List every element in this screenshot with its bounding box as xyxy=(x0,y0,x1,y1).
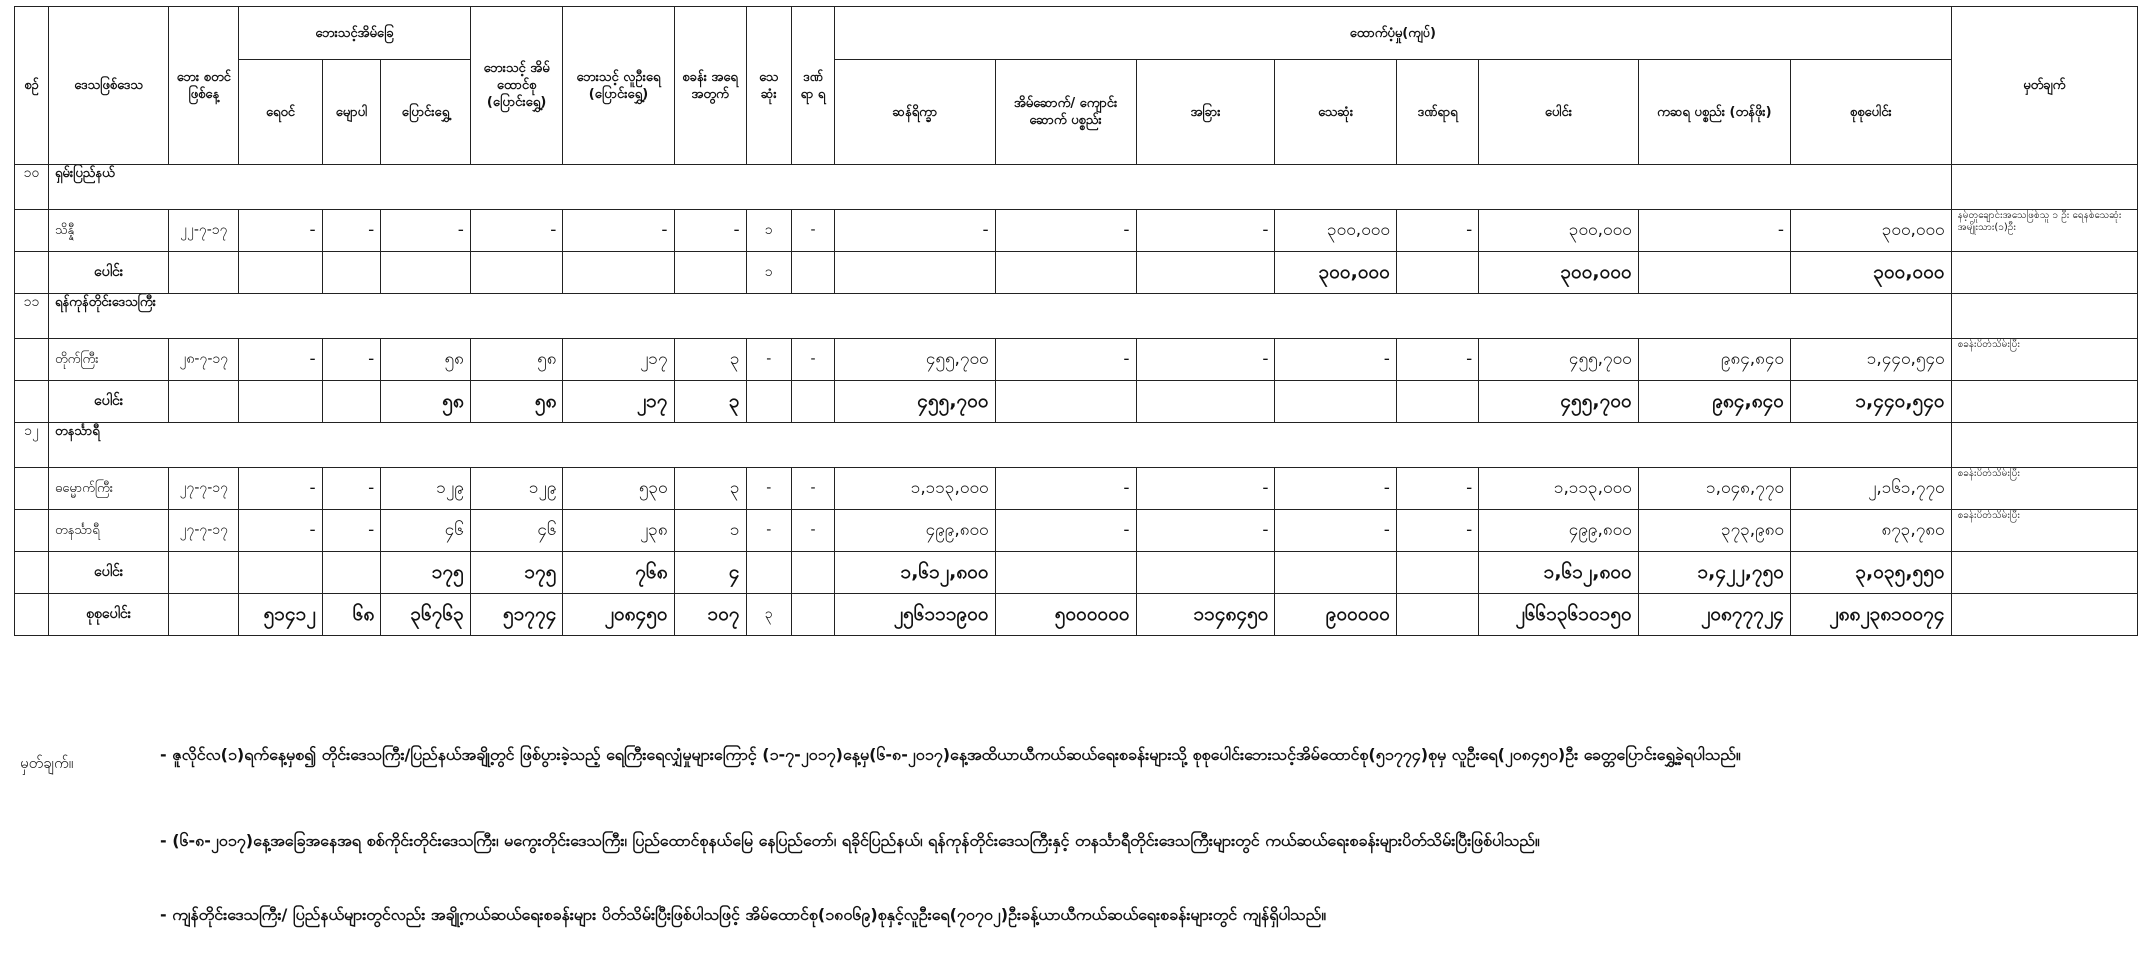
note-item: - ဇူလိုင်လ(၁)ရက်နေ့မှစ၍ တိုင်းဒေသကြီး/ပြည်နယ်အချို့တွင် ဖြစ်ပွားခဲ့သည့် ရေကြီးရေလျှံမှုများကြောင့် (၁-၇-၂၀၁၇)နေ့မှ(၆-၈-၂၀၁၇)နေ့အထိယာယီကယ်ဆယ်ရေးစခန်းများသို့ စုစုပေါင်းဘေးသင့်အိမ်ထောင်စု(၅၁၇၇၄)စုမှ လူဦးရေ(၂၀၈၄၅၀)ဦး ခေတ္တပြောင်းရွှေ့ခဲ့ရပါသည်။ xyxy=(160,745,1741,764)
value-cell-c7: - xyxy=(746,510,791,552)
value-cell-c1: - xyxy=(239,468,322,510)
value-cell-c4: ၄၆ xyxy=(470,510,563,552)
township-name: ဓမ္မောက်ကြီး xyxy=(48,468,168,510)
remark-cell: စခန်းပိတ်သိမ်းပြီး xyxy=(1951,339,2137,381)
value-cell-c6: ၁ xyxy=(674,510,746,552)
value-cell-a8: ၂,၁၆၁,၇၇၀ xyxy=(1791,468,1952,510)
subtotal-cell-c1 xyxy=(239,252,322,294)
note-item: - (၆-၈-၂၀၁၇)နေ့အခြေအနေအရ စစ်ကိုင်းတိုင်းဒေသကြီး၊ မကွေးတိုင်းဒေသကြီး၊ ပြည်ထောင်စုနယ်မြေ နေပြည်တော်၊ ရခိုင်ပြည်နယ်၊ ရန်ကုန်တိုင်းဒေသကြီးနှင့် တနင်္သာရီတိုင်းဒေသကြီးများတွင် ကယ်ဆယ်ရေးစခန်းများပိတ်သိမ်းပြီးဖြစ်ပါသည်။ xyxy=(160,831,1540,850)
subtotal-cell-a3 xyxy=(1136,252,1275,294)
subtotal-cell-c8 xyxy=(791,552,834,594)
value-cell-c5: ၂၃၈ xyxy=(563,510,674,552)
value-cell-c6: ၃ xyxy=(674,339,746,381)
date-cell xyxy=(169,594,239,636)
col-aid-inkind: ကဆရ ပစ္စည်း (တန်ဖိုး) xyxy=(1638,60,1790,165)
subtotal-cell-a8: ၁,၄၄၀,၅၄၀ xyxy=(1791,381,1952,423)
subtotal-row xyxy=(15,252,2138,294)
grand-total-label: စုစုပေါင်း xyxy=(48,594,168,636)
value-cell-a8: ၃၀၀,၀၀၀ xyxy=(1791,210,1952,252)
table-header xyxy=(15,7,2138,165)
value-cell-a6: ၃၀၀,၀၀၀ xyxy=(1479,210,1639,252)
table-row xyxy=(15,468,2138,510)
remark-cell: စခန်းပိတ်သိမ်းပြီး xyxy=(1951,468,2137,510)
value-cell-c4: ၁၂၉ xyxy=(470,468,563,510)
grand-total-cell-c3: ၃၆၇၆၃ xyxy=(381,594,471,636)
value-cell-a6: ၄၅၅,၇၀၀ xyxy=(1479,339,1639,381)
grand-total-cell-c4: ၅၁၇၇၄ xyxy=(470,594,563,636)
subtotal-cell-c4: ၁၇၅ xyxy=(470,552,563,594)
value-cell-a4: - xyxy=(1275,339,1396,381)
township-name: တနင်္သာရီ xyxy=(48,510,168,552)
value-cell-c1: - xyxy=(239,339,322,381)
value-cell-a2: - xyxy=(995,510,1136,552)
grand-total-cell-a4: ၉၀၀၀၀၀ xyxy=(1275,594,1396,636)
region-number: ၁၁ xyxy=(15,294,49,339)
township-name: တိုက်ကြီး xyxy=(48,339,168,381)
township-name: သိန္နီ xyxy=(48,210,168,252)
value-cell-a3: - xyxy=(1136,339,1275,381)
subtotal-cell-a1: ၁,၆၁၂,၈၀၀ xyxy=(835,552,996,594)
subtotal-cell-a4: ၃၀၀,၀၀၀ xyxy=(1275,252,1396,294)
col-aid-shelter: အိမ်ဆောက်/ ကျောင်းဆောက် ပစ္စည်း xyxy=(995,60,1136,165)
remark-cell: နမ့်တူချောင်းအသေဖြစ်သူ ၁ ဦး ရေနစ်သေဆုံး အမျိုးသား(၁)ဦး xyxy=(1951,210,2137,252)
value-cell-a8: ၈၇၃,၇၈၀ xyxy=(1791,510,1952,552)
region-name: ရန်ကုန်တိုင်းဒေသကြီး xyxy=(48,294,1951,339)
value-cell-c5: ၅၃၀ xyxy=(563,468,674,510)
value-cell-a7: ၉၈၄,၈၄၀ xyxy=(1638,339,1790,381)
subtotal-cell-c3: ၅၈ xyxy=(381,381,471,423)
subtotal-cell-a4 xyxy=(1275,552,1396,594)
value-cell-a5: - xyxy=(1396,210,1478,252)
value-cell-c5: ၂၁၇ xyxy=(563,339,674,381)
value-cell-a1: ၁,၁၁၃,၀၀၀ xyxy=(835,468,996,510)
col-aid-food: ဆန်ရိက္ခာ xyxy=(835,60,996,165)
col-group-aid: ထောက်ပံ့မှု(ကျပ်) xyxy=(835,7,1952,60)
value-cell-c3: ၁၂၉ xyxy=(381,468,471,510)
col-households: ဘေးသင့် အိမ် ထောင်စု (ပြောင်းရွှေ့) xyxy=(470,7,563,165)
value-cell-a7: ၁,၀၄၈,၇၇၀ xyxy=(1638,468,1790,510)
subtotal-cell-a8: ၃,၀၃၅,၅၅၀ xyxy=(1791,552,1952,594)
value-cell-c6: - xyxy=(674,210,746,252)
value-cell-c3: ၄၆ xyxy=(381,510,471,552)
value-cell-c7: - xyxy=(746,339,791,381)
value-cell-a6: ၁,၁၁၃,၀၀၀ xyxy=(1479,468,1639,510)
date-cell xyxy=(169,252,239,294)
relief-report-table xyxy=(14,6,2138,636)
subtotal-cell-a6: ၁,၆၁၂,၈၀၀ xyxy=(1479,552,1639,594)
value-cell-c2: - xyxy=(322,339,381,381)
col-remarks: မှတ်ချက် xyxy=(1951,7,2137,165)
subtotal-cell-c2 xyxy=(322,252,381,294)
subtotal-cell-c7 xyxy=(746,552,791,594)
value-cell-a5: - xyxy=(1396,468,1478,510)
region-name: တနင်္သာရီ xyxy=(48,423,1951,468)
value-cell-c3: - xyxy=(381,210,471,252)
date-cell: ၂၈-၇-၁၇ xyxy=(169,339,239,381)
subtotal-cell-c3: ၁၇၅ xyxy=(381,552,471,594)
value-cell-a8: ၁,၄၄၀,၅၄၀ xyxy=(1791,339,1952,381)
subtotal-cell-a5 xyxy=(1396,552,1478,594)
value-cell-a4: - xyxy=(1275,510,1396,552)
grand-total-cell-c5: ၂၀၈၄၅၀ xyxy=(563,594,674,636)
subtotal-cell-c1 xyxy=(239,381,322,423)
col-aid-injury: ဒဏ်ရာရ xyxy=(1396,60,1478,165)
value-cell-a4: ၃၀၀,၀၀၀ xyxy=(1275,210,1396,252)
grand-total-row xyxy=(15,594,2138,636)
value-cell-c8: - xyxy=(791,339,834,381)
row-number xyxy=(15,468,49,510)
subtotal-cell-a3 xyxy=(1136,552,1275,594)
value-cell-c2: - xyxy=(322,210,381,252)
value-cell-c1: - xyxy=(239,210,322,252)
subtotal-cell-c3 xyxy=(381,252,471,294)
subtotal-cell-a1 xyxy=(835,252,996,294)
subtotal-cell-a2 xyxy=(995,252,1136,294)
subtotal-cell-a6: ၃၀၀,၀၀၀ xyxy=(1479,252,1639,294)
col-destroyed: မျောပါ xyxy=(322,60,381,165)
value-cell-c7: - xyxy=(746,468,791,510)
notes-label: မှတ်ချက်။ xyxy=(20,754,74,772)
col-camps: စခန်း အရေ အတွက် xyxy=(674,7,746,165)
value-cell-c5: - xyxy=(563,210,674,252)
date-cell xyxy=(169,381,239,423)
value-cell-a3: - xyxy=(1136,468,1275,510)
col-moved: ပြောင်းရွှေ့ xyxy=(381,60,471,165)
col-injured: ဒဏ် ရာ ရ xyxy=(791,7,834,165)
subtotal-cell-a8: ၃၀၀,၀၀၀ xyxy=(1791,252,1952,294)
remark-cell xyxy=(1951,252,2137,294)
subtotal-cell-c5: ၇၆၈ xyxy=(563,552,674,594)
date-cell: ၂၇-၇-၁၇ xyxy=(169,510,239,552)
grand-total-cell-a6: ၂၆၆၁၃၆၁၀၁၅၀ xyxy=(1479,594,1639,636)
grand-total-cell-a5 xyxy=(1396,594,1478,636)
value-cell-a6: ၄၉၉,၈၀၀ xyxy=(1479,510,1639,552)
remark-cell xyxy=(1951,165,2137,210)
col-deaths: သေ ဆုံး xyxy=(746,7,791,165)
subtotal-cell-c7: ၁ xyxy=(746,252,791,294)
subtotal-cell-c5: ၂၁၇ xyxy=(563,381,674,423)
row-number xyxy=(15,210,49,252)
row-number xyxy=(15,381,49,423)
row-number xyxy=(15,339,49,381)
subtotal-label: ပေါင်း xyxy=(48,552,168,594)
grand-total-cell-a2: ၅၀၀၀၀၀၀ xyxy=(995,594,1136,636)
col-region: ဒေသဖြစ်ဒေသ xyxy=(48,7,168,165)
grand-total-cell-a3: ၁၁၄၈၄၅၀ xyxy=(1136,594,1275,636)
region-number: ၁၂ xyxy=(15,423,49,468)
grand-total-cell-a1: ၂၅၆၁၁၁၉၀၀ xyxy=(835,594,996,636)
col-people: ဘေးသင့် လူဦးရေ (ပြောင်းရွှေ့) xyxy=(563,7,674,165)
value-cell-a7: - xyxy=(1638,210,1790,252)
subtotal-cell-a6: ၄၅၅,၇၀၀ xyxy=(1479,381,1639,423)
subtotal-cell-c1 xyxy=(239,552,322,594)
subtotal-label: ပေါင်း xyxy=(48,381,168,423)
value-cell-c7: ၁ xyxy=(746,210,791,252)
row-number xyxy=(15,594,49,636)
subtotal-cell-a5 xyxy=(1396,381,1478,423)
subtotal-cell-a4 xyxy=(1275,381,1396,423)
value-cell-a3: - xyxy=(1136,210,1275,252)
value-cell-a2: - xyxy=(995,210,1136,252)
subtotal-cell-c4: ၅၈ xyxy=(470,381,563,423)
row-number xyxy=(15,252,49,294)
grand-total-cell-c7: ၃ xyxy=(746,594,791,636)
subtotal-cell-c4 xyxy=(470,252,563,294)
subtotal-row xyxy=(15,381,2138,423)
row-number xyxy=(15,510,49,552)
value-cell-a2: - xyxy=(995,339,1136,381)
subtotal-cell-c2 xyxy=(322,381,381,423)
col-aid-death: သေဆုံး xyxy=(1275,60,1396,165)
col-group-houses: ဘေးသင့်အိမ်ခြေ xyxy=(239,7,471,60)
remark-cell: စခန်းပိတ်သိမ်းပြီး xyxy=(1951,510,2137,552)
value-cell-a5: - xyxy=(1396,510,1478,552)
value-cell-a1: - xyxy=(835,210,996,252)
value-cell-a1: ၄၉၉,၈၀၀ xyxy=(835,510,996,552)
subtotal-cell-a7: ၉၈၄,၈၄၀ xyxy=(1638,381,1790,423)
row-number xyxy=(15,552,49,594)
grand-total-cell-a7: ၂၀၈၇၇၇၂၄ xyxy=(1638,594,1790,636)
subtotal-cell-a3 xyxy=(1136,381,1275,423)
value-cell-c6: ၃ xyxy=(674,468,746,510)
subtotal-label: ပေါင်း xyxy=(48,252,168,294)
grand-total-cell-c8 xyxy=(791,594,834,636)
date-cell: ၂၇-၇-၁၇ xyxy=(169,468,239,510)
grand-total-cell-c1: ၅၁၄၁၂ xyxy=(239,594,322,636)
value-cell-c8: - xyxy=(791,210,834,252)
col-aid-other: အခြား xyxy=(1136,60,1275,165)
value-cell-a7: ၃၇၃,၉၈၀ xyxy=(1638,510,1790,552)
subtotal-cell-a1: ၄၅၅,၇၀၀ xyxy=(835,381,996,423)
table-row xyxy=(15,510,2138,552)
value-cell-a3: - xyxy=(1136,510,1275,552)
grand-total-cell-c6: ၁၀၇ xyxy=(674,594,746,636)
subtotal-cell-a5 xyxy=(1396,252,1478,294)
value-cell-c8: - xyxy=(791,468,834,510)
col-date: ဘေး စတင် ဖြစ်နေ့ xyxy=(169,7,239,165)
table-body xyxy=(15,165,2138,636)
value-cell-a1: ၄၅၅,၇၀၀ xyxy=(835,339,996,381)
region-header-row xyxy=(15,165,2138,210)
remark-cell xyxy=(1951,294,2137,339)
subtotal-cell-c6 xyxy=(674,252,746,294)
value-cell-c4: - xyxy=(470,210,563,252)
subtotal-cell-a2 xyxy=(995,552,1136,594)
date-cell xyxy=(169,552,239,594)
value-cell-a4: - xyxy=(1275,468,1396,510)
value-cell-a2: - xyxy=(995,468,1136,510)
col-aid-grand: စုစုပေါင်း xyxy=(1791,60,1952,165)
subtotal-cell-a7 xyxy=(1638,252,1790,294)
subtotal-row xyxy=(15,552,2138,594)
table-row xyxy=(15,339,2138,381)
grand-total-cell-a8: ၂၈၈၂၃၈၁၀၀၇၄ xyxy=(1791,594,1952,636)
col-no: စဉ် xyxy=(15,7,49,165)
col-flooded: ရေဝင် xyxy=(239,60,322,165)
grand-total-cell-c2: ၆၈ xyxy=(322,594,381,636)
col-aid-total: ပေါင်း xyxy=(1479,60,1639,165)
subtotal-cell-a2 xyxy=(995,381,1136,423)
subtotal-cell-c6: ၃ xyxy=(674,381,746,423)
remark-cell xyxy=(1951,552,2137,594)
subtotal-cell-c5 xyxy=(563,252,674,294)
value-cell-c2: - xyxy=(322,468,381,510)
subtotal-cell-c8 xyxy=(791,381,834,423)
region-name: ရှမ်းပြည်နယ် xyxy=(48,165,1951,210)
subtotal-cell-c7 xyxy=(746,381,791,423)
value-cell-c3: ၅၈ xyxy=(381,339,471,381)
region-header-row xyxy=(15,294,2138,339)
table-row xyxy=(15,210,2138,252)
value-cell-c4: ၅၈ xyxy=(470,339,563,381)
subtotal-cell-c8 xyxy=(791,252,834,294)
value-cell-c1: - xyxy=(239,510,322,552)
region-number: ၁၀ xyxy=(15,165,49,210)
subtotal-cell-c2 xyxy=(322,552,381,594)
subtotal-cell-a7: ၁,၄၂၂,၇၅၀ xyxy=(1638,552,1790,594)
subtotal-cell-c6: ၄ xyxy=(674,552,746,594)
value-cell-c8: - xyxy=(791,510,834,552)
remark-cell xyxy=(1951,594,2137,636)
region-header-row xyxy=(15,423,2138,468)
remark-cell xyxy=(1951,423,2137,468)
value-cell-a5: - xyxy=(1396,339,1478,381)
remark-cell xyxy=(1951,381,2137,423)
note-item: - ကျန်တိုင်းဒေသကြီး/ ပြည်နယ်များတွင်လည်း အချို့ကယ်ဆယ်ရေးစခန်းများ ပိတ်သိမ်းပြီးဖြစ်ပါသဖြင့် အိမ်ထောင်စု(၁၈၀၆၉)စုနှင့်လူဦးရေ(၇၀၇၀၂)ဦးခန့်ယာယီကယ်ဆယ်ရေးစခန်းများတွင် ကျန်ရှိပါသည်။ xyxy=(160,905,1327,924)
date-cell: ၂၂-၇-၁၇ xyxy=(169,210,239,252)
value-cell-c2: - xyxy=(322,510,381,552)
